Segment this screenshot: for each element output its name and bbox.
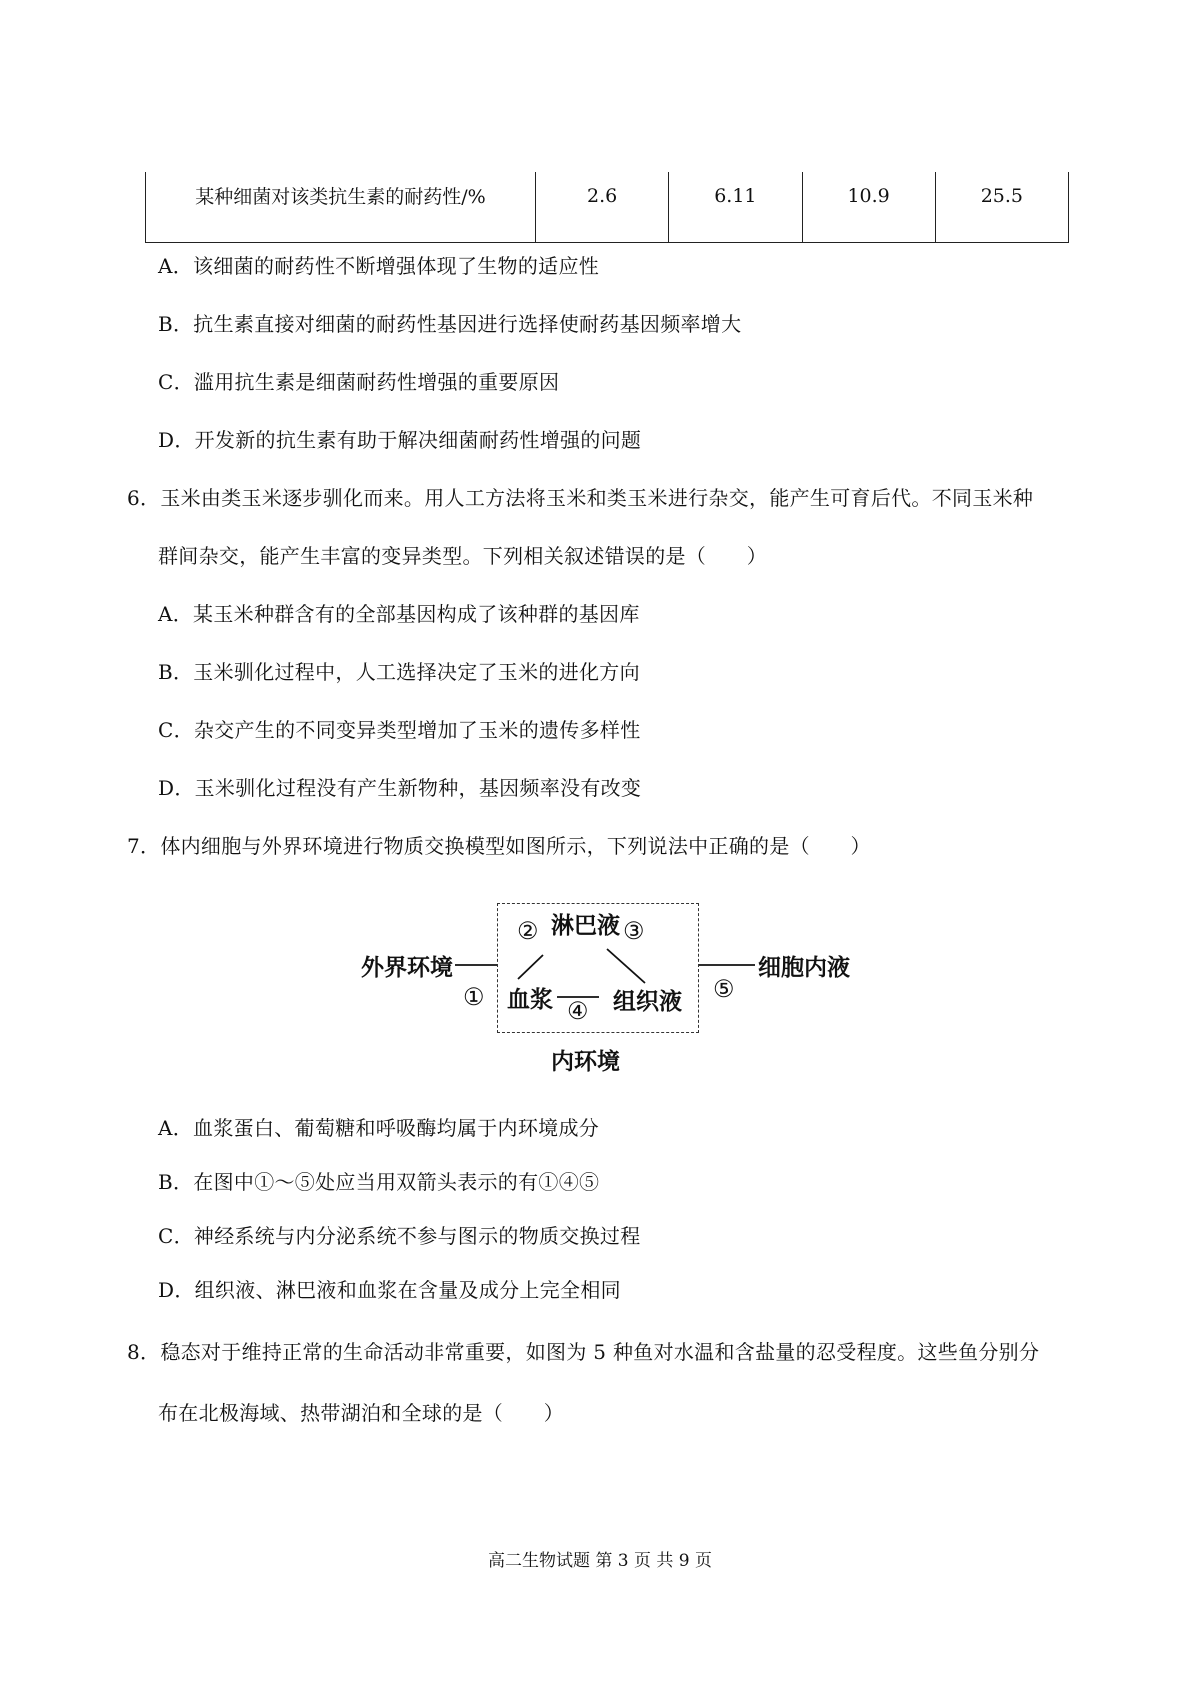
q5-option-c: C．滥用抗生素是细菌耐药性增强的重要原因 — [158, 370, 560, 394]
q6-option-a: A．某玉米种群含有的全部基因构成了该种群的基因库 — [158, 602, 640, 626]
plasma-label: 血浆 — [507, 986, 553, 1013]
table-row — [146, 172, 1069, 242]
intracellular-fluid-label: 细胞内液 — [758, 954, 850, 981]
q7-stem: 7．体内细胞与外界环境进行物质交换模型如图所示，下列说法中正确的是（ ） — [127, 834, 871, 858]
marker-2: ② — [517, 917, 539, 945]
outer-environment-label: 外界环境 — [361, 954, 453, 981]
lymph-label: 淋巴液 — [551, 912, 620, 939]
q8-stem-line1: 8．稳态对于维持正常的生命活动非常重要，如图为 5 种鱼对水温和含盐量的忍受程度。这些鱼分别分 — [127, 1340, 1040, 1364]
marker-5: ⑤ — [713, 975, 735, 1003]
page-footer: 高二生物试题 第 3 页 共 9 页 — [487, 1551, 713, 1571]
tissue-fluid-label: 组织液 — [613, 988, 682, 1015]
table-cell: 6.11 — [669, 172, 802, 242]
q7-option-d: D．组织液、淋巴液和血浆在含量及成分上完全相同 — [158, 1278, 621, 1302]
q7-option-a: A．血浆蛋白、葡萄糖和呼吸酶均属于内环境成分 — [158, 1116, 600, 1140]
q7-option-b: B．在图中①～⑤处应当用双箭头表示的有①④⑤ — [158, 1170, 600, 1194]
table-cell: 25.5 — [935, 172, 1068, 242]
marker-3: ③ — [623, 917, 645, 945]
q5-option-a: A．该细菌的耐药性不断增强体现了生物的适应性 — [158, 254, 600, 278]
table-cell: 2.6 — [536, 172, 669, 242]
q5-option-b: B．抗生素直接对细菌的耐药性基因进行选择使耐药基因频率增大 — [158, 312, 742, 336]
q6-stem-line2: 群间杂交，能产生丰富的变异类型。下列相关叙述错误的是（ ） — [158, 544, 767, 568]
q6-stem-line1: 6．玉米由类玉米逐步驯化而来。用人工方法将玉米和类玉米进行杂交，能产生可育后代。不同玉米种 — [127, 486, 1034, 510]
resistance-table — [145, 172, 1069, 243]
q6-option-c: C．杂交产生的不同变异类型增加了玉米的遗传多样性 — [158, 718, 641, 742]
line-lymph-to-plasma — [518, 955, 543, 979]
internal-environment-label: 内环境 — [551, 1048, 620, 1075]
q6-option-b: B．玉米驯化过程中，人工选择决定了玉米的进化方向 — [158, 660, 640, 684]
table-row-label: 某种细菌对该类抗生素的耐药性/% — [146, 172, 536, 242]
marker-1: ① — [463, 983, 485, 1011]
line-lymph-to-tissue — [607, 949, 645, 983]
q6-option-d: D．玉米驯化过程没有产生新物种，基因频率没有改变 — [158, 776, 642, 800]
q8-stem-line2: 布在北极海域、热带湖泊和全球的是（ ） — [158, 1401, 564, 1425]
q5-option-d: D．开发新的抗生素有助于解决细菌耐药性增强的问题 — [158, 428, 642, 452]
internal-environment-diagram — [355, 895, 855, 1080]
q7-option-c: C．神经系统与内分泌系统不参与图示的物质交换过程 — [158, 1224, 641, 1248]
marker-4: ④ — [567, 997, 589, 1025]
table-cell: 10.9 — [802, 172, 935, 242]
